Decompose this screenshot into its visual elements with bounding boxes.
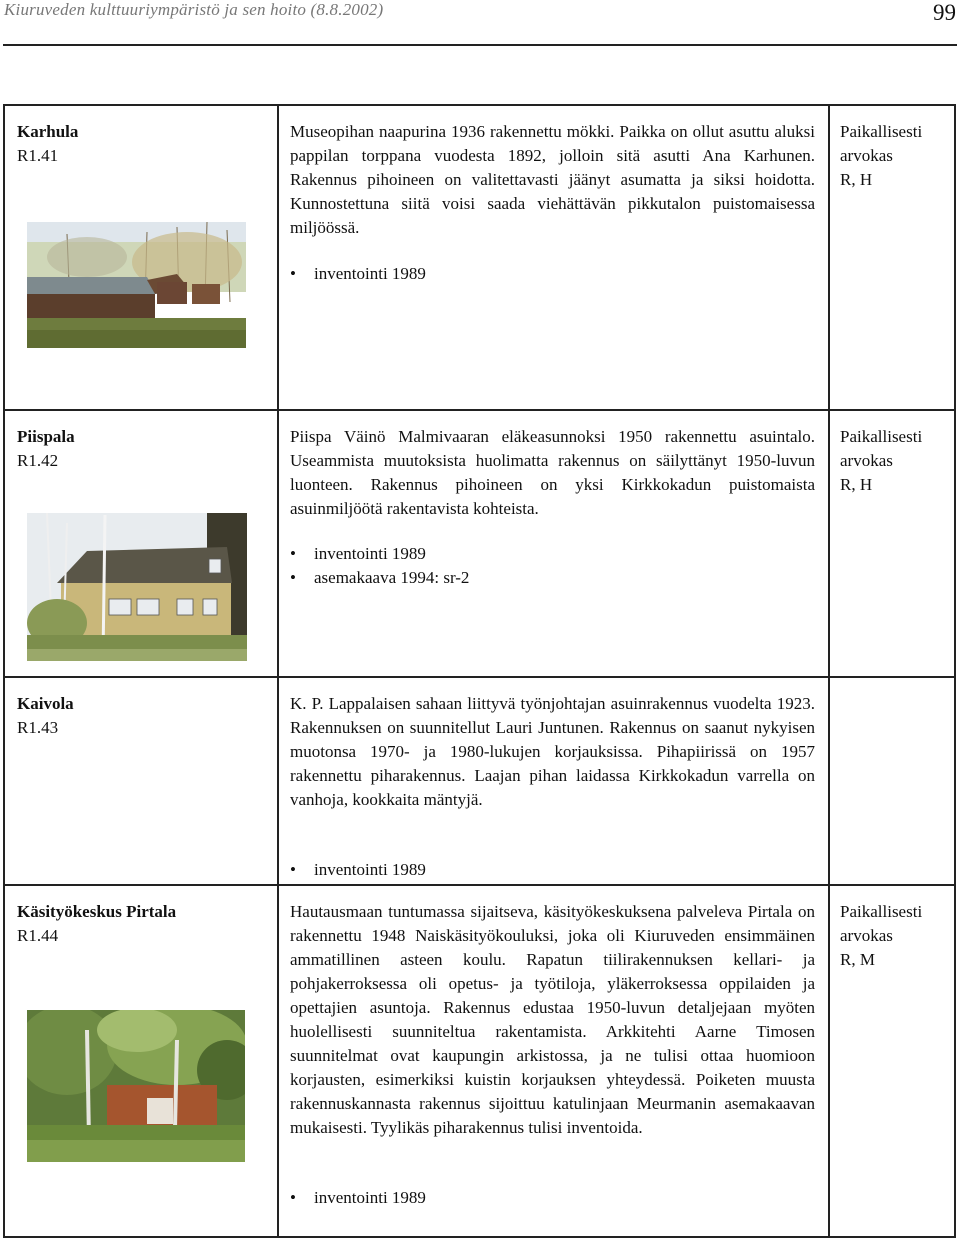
- entry-kaivola: [3, 676, 956, 886]
- entry-code: R1.43: [17, 718, 59, 737]
- entry-bullets: [290, 262, 426, 286]
- entry-bullets: [290, 1186, 426, 1210]
- column-divider: [828, 886, 830, 1236]
- page-header: [0, 0, 960, 46]
- classification-line: R, H: [840, 170, 873, 189]
- classification-line: Paikallisesti: [840, 122, 923, 141]
- entry-name: Käsityökeskus Pirtala: [17, 902, 177, 921]
- header-divider: [3, 44, 957, 46]
- entry-description: Piispa Väinö Malmivaaran eläkeasunnoksi 1950 rakennettu asuintalo. Useammista muutoksista huolimatta rakennus on säilyttänyt 1950-luvun luonteen. Rakennus pihoineen on yksi Kirkkokadun puistomaista asuinmiljöötä rakentavista kohteista.: [290, 427, 815, 518]
- entry-code: R1.44: [17, 926, 59, 945]
- column-divider: [277, 678, 279, 884]
- bullet-item: • inventointi 1989: [290, 542, 469, 566]
- classification-line: R, H: [840, 475, 873, 494]
- entry-karhula: [3, 104, 956, 411]
- classification-line: Paikallisesti: [840, 427, 923, 446]
- column-divider: [828, 106, 830, 409]
- column-divider: [828, 411, 830, 676]
- classification-line: Paikallisesti: [840, 902, 923, 921]
- entry-bullets: [290, 858, 426, 882]
- classification: [840, 425, 950, 497]
- entry-name: Kaivola: [17, 694, 74, 713]
- entry-name: Karhula: [17, 122, 79, 141]
- classification-line: arvokas: [840, 451, 893, 470]
- classification-line: R, M: [840, 950, 875, 969]
- entry-description: Museopihan naapurina 1936 rakennettu mökki. Paikka on ollut asuttu aluksi pappilan torppana vuodesta 1892, jolloin sitä asutti Ana Karhunen. Rakennus pihoineen on valitettavasti jäänyt asumatta ja siksi hoidotta. Kunnostettuna siitä voisi saada viehättävän pikkutalon puistomaisessa miljöössä.: [290, 122, 815, 237]
- classification: [840, 120, 950, 192]
- classification-line: arvokas: [840, 926, 893, 945]
- entry-piispala: [3, 409, 956, 678]
- photo-pirtala: [27, 1010, 245, 1162]
- entry-description: Hautausmaan tuntumassa sijaitseva, käsityökeskuksena palveleva Pirtala on rakennettu 1948 Naiskäsityökouluksi, joka oli Kiuruveden ensimmäinen ammatillinen asteen koulu. Rapatun tiilirakennuksen kellari- ja pohjakerroksessa oli opetus- ja työtiloja, yläkerroksessa oppilaiden ja opettajien asuntoja. Rakennus edustaa 1950-luvun detaljejaan myöten huolellisesti suunniteltua rakentamista. Arkkitehti Aarne Timosen suunnitelmat ovat kaupungin arkistossa, ja ne tulisi ottaa huomioon korjausten, esimerkiksi kuistin korjauksen yhteydessä. Poiketen muusta rakennuskannasta rakennus sijoittuu katulinjaan Meurmanin asemakaavan mukaisesti. Tyylikäs piharakennus tulisi inventoida.: [290, 902, 815, 1137]
- document-title: Kiuruveden kulttuuriympäristö ja sen hoito (8.8.2002): [4, 0, 384, 19]
- page-number: 99: [933, 0, 956, 25]
- bullet-item: • inventointi 1989: [290, 262, 426, 286]
- entry-pirtala: [3, 884, 956, 1238]
- entry-name: Piispala: [17, 427, 75, 446]
- entry-bullets: [290, 542, 469, 590]
- photo-piispala: [27, 513, 247, 661]
- bullet-item: • inventointi 1989: [290, 858, 426, 882]
- entry-code: R1.42: [17, 451, 59, 470]
- column-divider: [277, 886, 279, 1236]
- classification-line: arvokas: [840, 146, 893, 165]
- column-divider: [277, 106, 279, 409]
- column-divider: [277, 411, 279, 676]
- photo-karhula: [27, 222, 246, 348]
- classification: [840, 900, 950, 972]
- bullet-item: • asemakaava 1994: sr-2: [290, 566, 469, 590]
- entry-description: K. P. Lappalaisen sahaan liittyvä työnjohtajan asuinrakennus vuodelta 1923. Rakennuksen on suunnitellut Lauri Juntunen. Rakennus on saanut nykyisen muotonsa 1970- ja 1980-lukujen korjauksissa. Pihapiirissä on 1957 rakennettu piharakennus. Laajan pihan laidassa Kirkkokadun varrella on vanhoja, kookkaita mäntyjä.: [290, 694, 815, 809]
- entry-code: R1.41: [17, 146, 59, 165]
- column-divider: [828, 678, 830, 884]
- bullet-item: • inventointi 1989: [290, 1186, 426, 1210]
